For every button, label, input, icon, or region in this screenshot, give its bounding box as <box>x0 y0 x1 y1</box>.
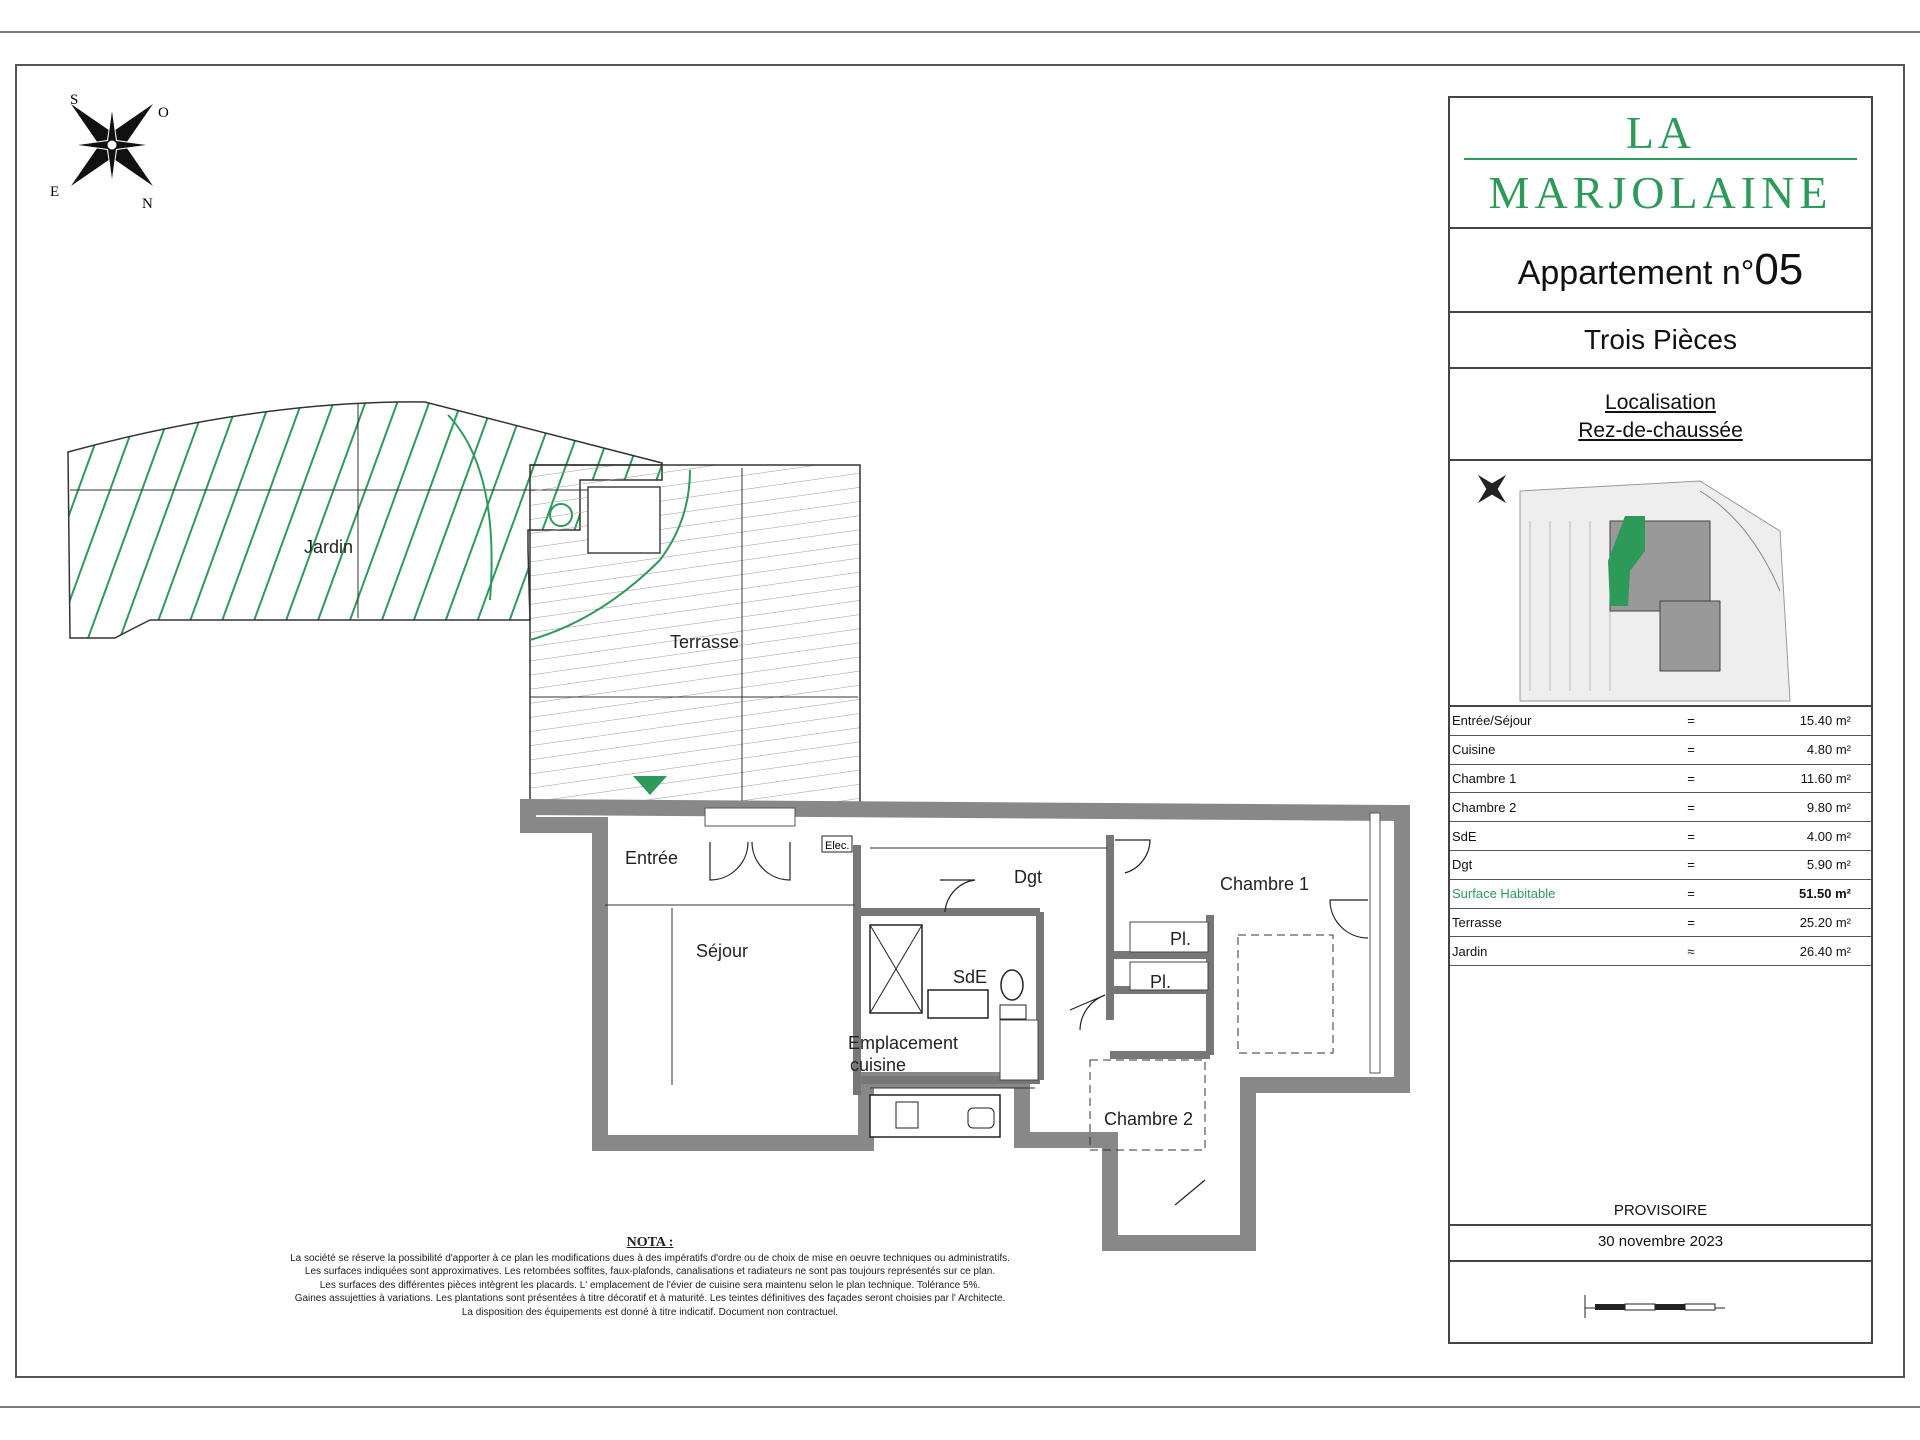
surface-operator: = <box>1644 879 1738 908</box>
room-label-sejour: Séjour <box>696 941 749 961</box>
room-label-dgt: Dgt <box>1014 867 1043 887</box>
room-label-chambre-1: Chambre 1 <box>1220 874 1310 894</box>
surface-name: Chambre 2 <box>1450 793 1644 822</box>
surface-operator: = <box>1644 707 1738 735</box>
toilet-icon <box>1001 970 1023 1000</box>
surface-table <box>1450 707 1871 966</box>
compass-letter-e: E <box>50 184 60 200</box>
surface-name: Cuisine <box>1450 735 1644 764</box>
apartment-type: Trois Pièces <box>1450 313 1871 369</box>
title-block <box>1448 96 1873 1344</box>
surface-operator: = <box>1644 908 1738 937</box>
location-block <box>1450 369 1871 461</box>
location-label: Localisation <box>1605 391 1716 414</box>
bed-1-outline <box>1238 935 1333 1053</box>
nota-line: Les surfaces indiquées sont approximatives. Les retombées soffites, faux-plafonds, canalisations et radiateurs ne sont pas toujours représentés sur ce plan. <box>304 1266 996 1277</box>
room-label-terrasse: Terrasse <box>670 632 740 652</box>
surface-value: 4.80 m² <box>1738 735 1871 764</box>
surface-row <box>1450 822 1871 851</box>
room-label-sde: SdE <box>953 967 988 987</box>
bottom-border-line <box>0 1406 1920 1408</box>
surface-row <box>1450 764 1871 793</box>
surface-operator: = <box>1644 793 1738 822</box>
location-level: Rez-de-chaussée <box>1578 419 1743 442</box>
surface-value: 26.40 m² <box>1738 937 1871 966</box>
surface-value: 5.90 m² <box>1738 850 1871 879</box>
surface-row <box>1450 793 1871 822</box>
disclaimer-note <box>220 1236 1080 1319</box>
surface-row <box>1450 937 1871 966</box>
apartment-prefix: Appartement n° <box>1517 254 1755 292</box>
surface-row <box>1450 879 1871 908</box>
compass-rose-icon <box>30 63 194 227</box>
room-label-placard-1: Pl. <box>1170 929 1192 949</box>
surface-row <box>1450 908 1871 937</box>
surface-value: 9.80 m² <box>1738 793 1871 822</box>
room-label-placard-2: Pl. <box>1150 972 1172 992</box>
apartment-outer-walls <box>528 807 1402 1243</box>
surface-value: 4.00 m² <box>1738 822 1871 851</box>
project-logo <box>1450 98 1871 229</box>
surface-value: 51.50 m² <box>1738 879 1871 908</box>
compass-letter-s: S <box>70 92 79 108</box>
surface-value: 15.40 m² <box>1738 707 1871 735</box>
room-label-cuisine: Emplacement cuisine <box>848 1033 959 1075</box>
nota-line: Les surfaces des différentes pièces intègrent les placards. L' emplacement de l'évier de cuisine sera maintenu selon le plan technique. Tolérance 5%. <box>319 1279 981 1291</box>
surface-name: SdE <box>1450 822 1644 851</box>
surface-operator: = <box>1644 764 1738 793</box>
nota-line: La société se réserve la possibilité d'apporter à ce plan les modifications dues à des impératifs d'ordre ou de choix de mise en oeuvre techniques ou administratifs. <box>290 1252 1010 1264</box>
nota-line: La disposition des équipements est donné à titre indicatif. Document non contractuel. <box>461 1306 839 1318</box>
surface-operator: = <box>1644 822 1738 851</box>
terrace-step-block <box>588 487 660 553</box>
apartment-title <box>1450 229 1871 313</box>
double-sink-icon <box>928 990 988 1018</box>
toilet-tank <box>1000 1005 1026 1019</box>
surface-value: 11.60 m² <box>1738 764 1871 793</box>
surface-name: Jardin <box>1450 937 1644 966</box>
room-label-jardin: Jardin <box>304 537 354 557</box>
surface-name: Entrée/Séjour <box>1450 707 1644 735</box>
surface-value: 25.20 m² <box>1738 908 1871 937</box>
minimap-building-2 <box>1660 601 1720 671</box>
kitchen-sink-icon <box>968 1108 994 1128</box>
surface-operator: = <box>1644 850 1738 879</box>
hob-icon <box>896 1102 918 1128</box>
apartment-number: 05 <box>1754 245 1804 294</box>
surface-name: Terrasse <box>1450 908 1644 937</box>
room-label-chambre-2: Chambre 2 <box>1104 1109 1194 1129</box>
status-label: PROVISOIRE <box>1613 1202 1708 1219</box>
kitchen-cabinet <box>1000 1020 1038 1080</box>
date-label: 30 novembre 2023 <box>1450 1224 1871 1262</box>
compass-letter-o: O <box>158 105 169 121</box>
surface-name: Chambre 1 <box>1450 764 1644 793</box>
surface-operator: ≈ <box>1644 937 1738 966</box>
logo-line-1: LA <box>1625 107 1696 158</box>
site-location-map <box>1450 461 1871 707</box>
surface-name: Surface Habitable <box>1450 879 1644 908</box>
surface-row <box>1450 735 1871 764</box>
surface-row <box>1450 850 1871 879</box>
surface-row <box>1450 707 1871 735</box>
room-label-elec: Elec. <box>825 840 850 852</box>
room-label-entree: Entrée <box>625 848 679 868</box>
sejour-window <box>705 808 795 826</box>
bedroom1-window <box>1370 813 1380 1073</box>
logo-line-2: MARJOLAINE <box>1488 167 1833 218</box>
compass-letter-n: N <box>142 196 153 212</box>
minimap-compass-icon <box>1464 461 1521 517</box>
surface-name: Dgt <box>1450 850 1644 879</box>
logo-rule <box>1464 158 1857 160</box>
scale-bar <box>1580 1290 1730 1320</box>
surface-operator: = <box>1644 735 1738 764</box>
nota-line: Gaines assujetties à variations. Les plantations sont présentées à titre décoratif et à maturité. Les teintes définitives des façades seront choisies par l' Architecte. <box>294 1293 1006 1304</box>
closet-1 <box>1130 922 1208 952</box>
nota-title: NOTA : <box>626 1235 674 1250</box>
